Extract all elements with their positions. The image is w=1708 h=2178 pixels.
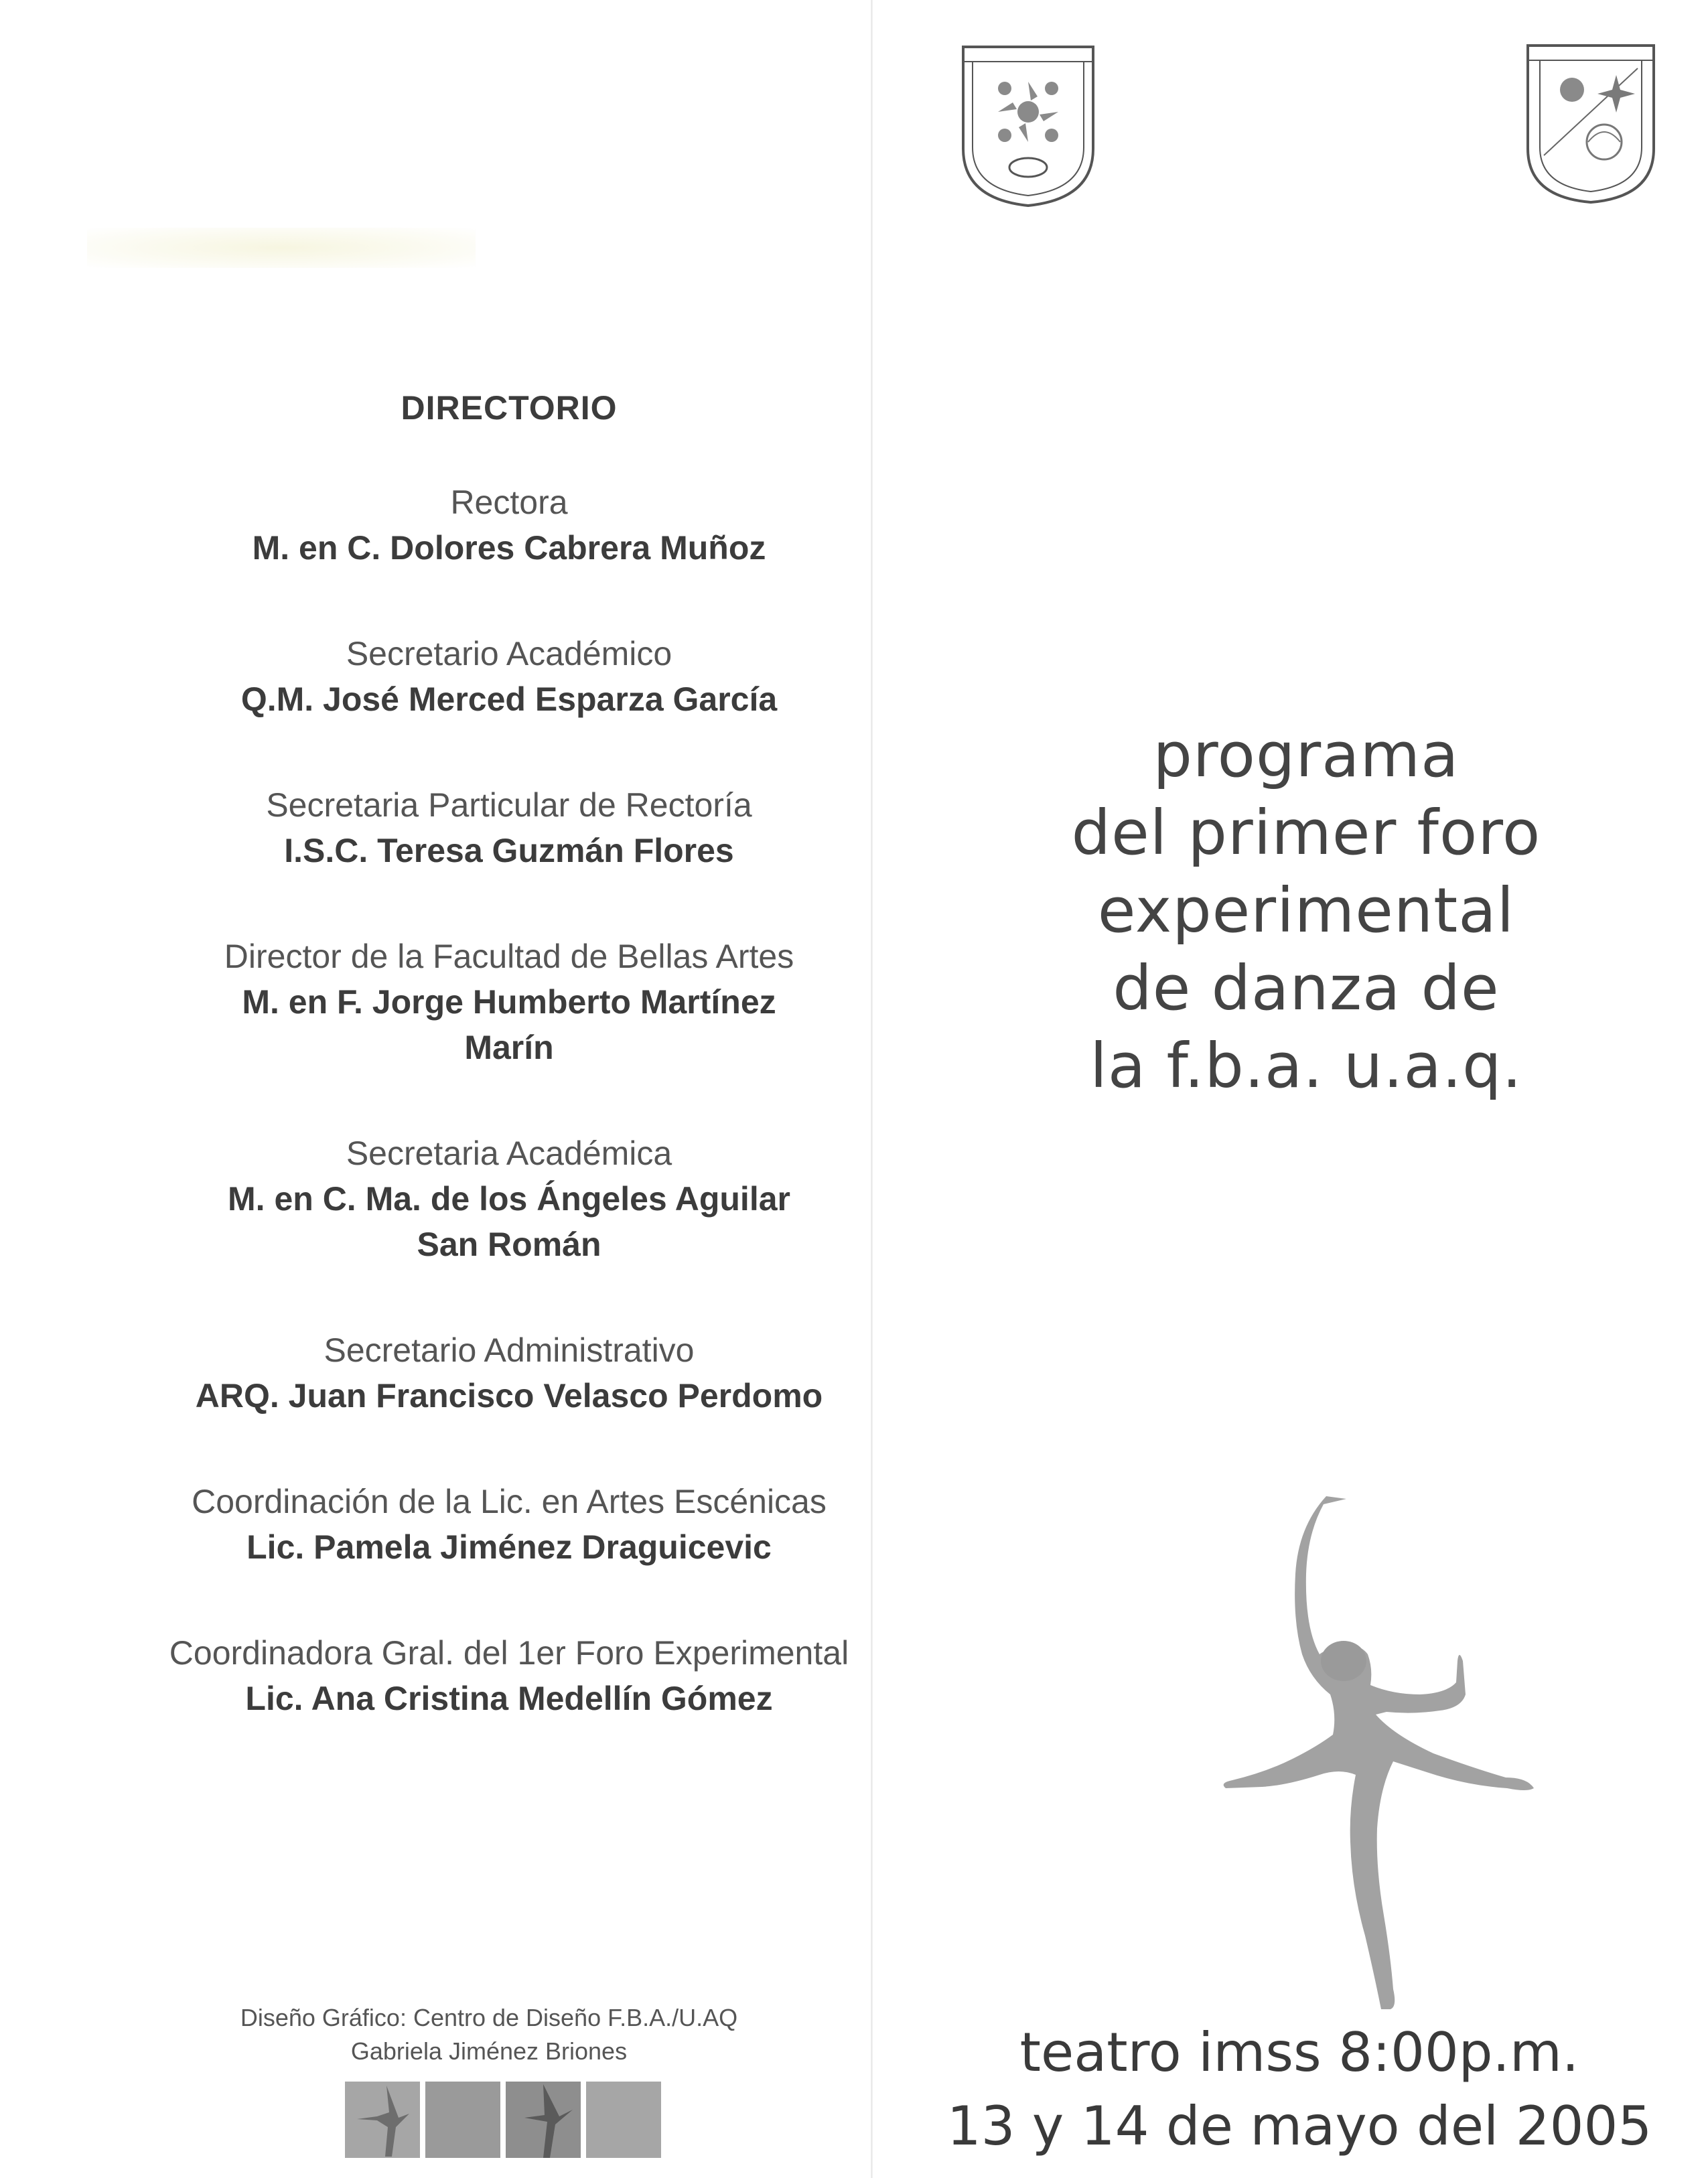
dancer-silhouette: [1192, 1494, 1567, 2016]
entry-role: Secretaria Académica: [346, 1135, 672, 1172]
design-swatches: [345, 2082, 646, 2162]
directory-entry: [100, 480, 918, 571]
title-line-4: de danza de: [1113, 952, 1500, 1024]
directory-entry: [100, 631, 918, 722]
small-dancer-icon: [345, 2082, 420, 2158]
swatch-gray: [425, 2082, 500, 2158]
title-line-5: la f.b.a. u.a.q.: [1090, 1030, 1522, 1102]
entry-name: M. en C. Dolores Cabrera Muñoz: [252, 529, 766, 567]
faculty-seal-logo: [958, 42, 1098, 209]
event-dates: 13 y 14 de mayo del 2005: [946, 2095, 1652, 2157]
entry-name: M. en C. Ma. de los Ángeles Aguilar San Román: [228, 1180, 790, 1263]
directory-entry: [100, 1327, 918, 1419]
directory-entry: [100, 934, 918, 1070]
program-title: [938, 717, 1675, 1105]
entry-role: Secretario Administrativo: [324, 1331, 695, 1369]
design-credits: [201, 2001, 777, 2068]
paper-stain: [87, 228, 476, 268]
directory-entries: [100, 480, 918, 1721]
entry-name: M. en F. Jorge Humberto Martínez Marín: [242, 983, 776, 1066]
entry-role: Rectora: [450, 484, 568, 521]
entry-name: Lic. Ana Cristina Medellín Gómez: [245, 1680, 773, 1717]
entry-name: Q.M. José Merced Esparza García: [240, 680, 778, 718]
swatch-dark: [506, 2082, 581, 2158]
small-dancer-icon-2: [506, 2082, 581, 2158]
entry-role: Secretario Académico: [346, 635, 672, 672]
title-line-1: programa: [1153, 719, 1460, 791]
title-line-2: del primer foro: [1071, 797, 1541, 869]
directory-entry: [100, 782, 918, 873]
entry-role: Coordinadora Gral. del 1er Foro Experimental: [169, 1634, 849, 1672]
credits-line-2: Gabriela Jiménez Briones: [350, 2037, 628, 2065]
entry-role: Director de la Facultad de Bellas Artes: [224, 938, 794, 975]
credits-line-1: Diseño Gráfico: Centro de Diseño F.B.A./U.AQ: [240, 2004, 738, 2031]
directory-entry: [100, 1131, 918, 1267]
swatch-light: [586, 2082, 661, 2158]
event-venue-time: teatro imss 8:00p.m.: [1019, 2021, 1579, 2084]
entry-name: I.S.C. Teresa Guzmán Flores: [284, 832, 734, 869]
university-seal-logo: [1524, 42, 1658, 206]
directory-heading: DIRECTORIO: [401, 389, 618, 427]
entry-name: Lic. Pamela Jiménez Draguicevic: [246, 1528, 772, 1566]
title-line-3: experimental: [1097, 875, 1515, 946]
directory-entry: [100, 1479, 918, 1570]
entry-role: Coordinación de la Lic. en Artes Escénicas: [192, 1483, 827, 1520]
directory-entry: [100, 1630, 918, 1721]
entry-name: ARQ. Juan Francisco Velasco Perdomo: [195, 1377, 823, 1414]
swatch-dancer: [345, 2082, 420, 2158]
directory-section: [100, 388, 918, 1782]
entry-role: Secretaria Particular de Rectoría: [266, 786, 752, 824]
